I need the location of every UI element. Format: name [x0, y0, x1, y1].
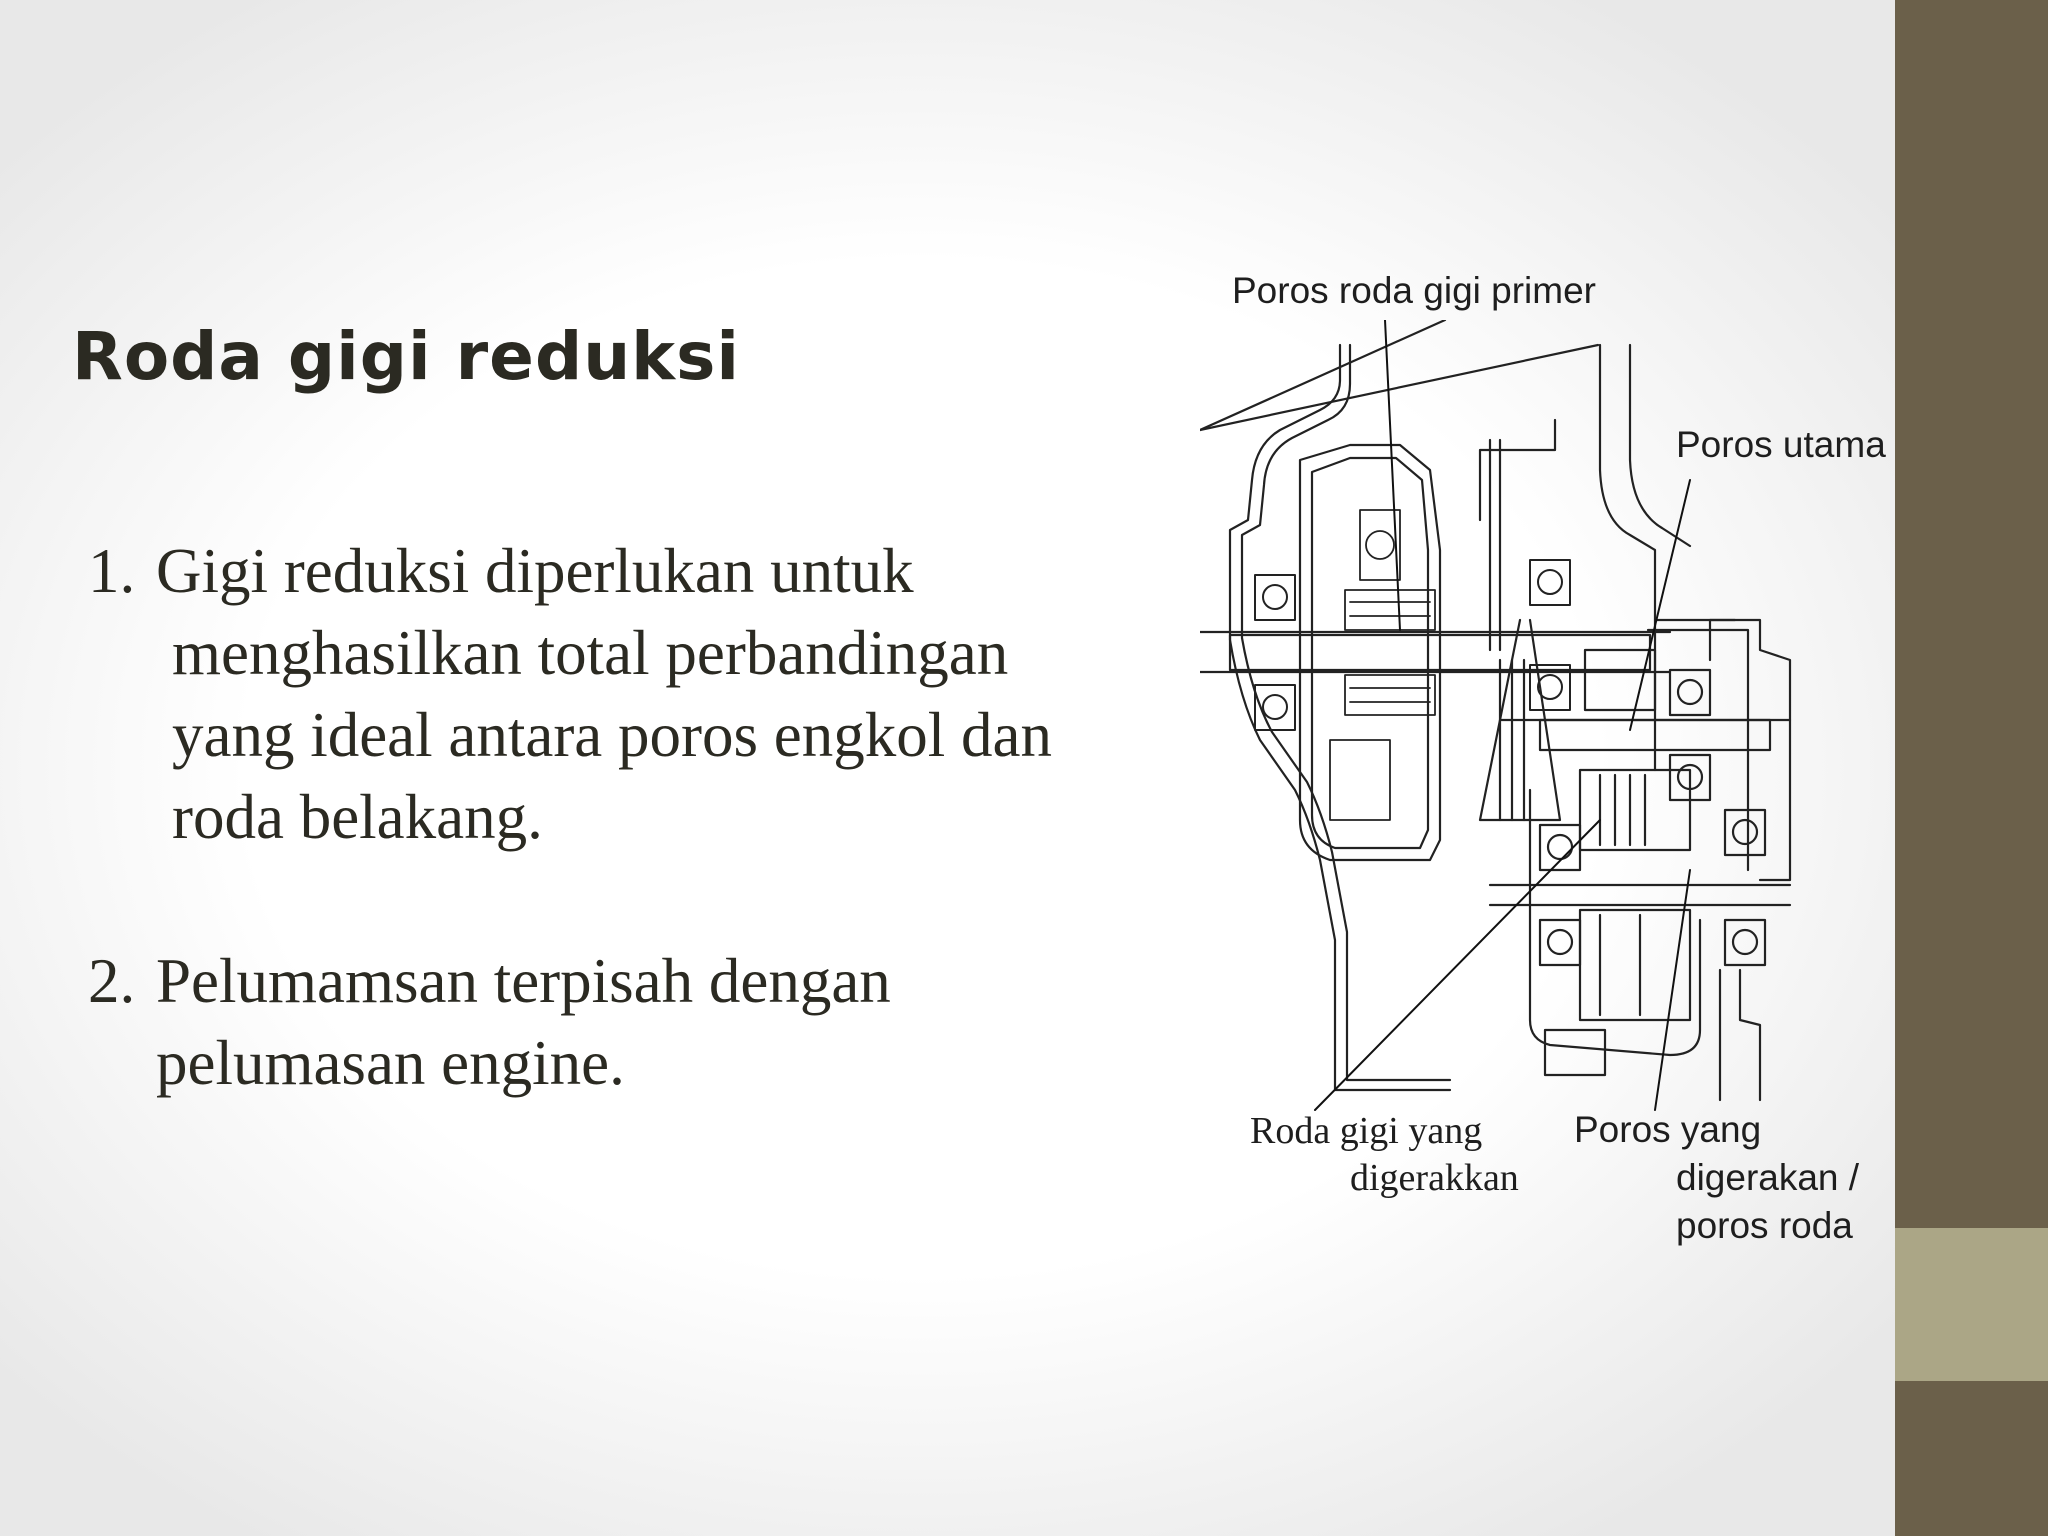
list-number: 1. [88, 536, 136, 606]
label-line: digerakkan [1350, 1157, 1519, 1199]
list-item-line: yang ideal antara poros engkol dan [172, 700, 1052, 770]
list-item [88, 530, 1148, 858]
label-primary-shaft: Poros roda gigi primer [1232, 270, 1596, 311]
list-item-line: roda belakang. [172, 782, 543, 852]
list-number: 2. [88, 946, 136, 1016]
side-band-bottom [1895, 1381, 2048, 1536]
label-driven-shaft [1574, 1106, 1859, 1250]
side-band-top [1895, 0, 2048, 1228]
list-item-line: pelumasan engine. [156, 1028, 625, 1098]
label-line: Roda gigi yang [1250, 1110, 1483, 1152]
label-line: digerakan / [1676, 1157, 1860, 1198]
side-band-accent [1895, 1228, 2048, 1381]
bullet-list [88, 530, 1148, 1104]
label-line: Poros yang [1574, 1109, 1762, 1150]
label-line: poros roda [1676, 1205, 1853, 1246]
list-item-line: Pelumamsan terpisah dengan [156, 946, 891, 1016]
list-item [88, 940, 1148, 1104]
list-item-line: menghasilkan total perbandingan [172, 618, 1009, 688]
label-driven-gear [1250, 1108, 1519, 1202]
list-item-line: Gigi reduksi diperlukan untuk [156, 536, 914, 606]
slide-title: Roda gigi reduksi [72, 318, 740, 395]
label-main-shaft: Poros utama [1676, 424, 1886, 465]
